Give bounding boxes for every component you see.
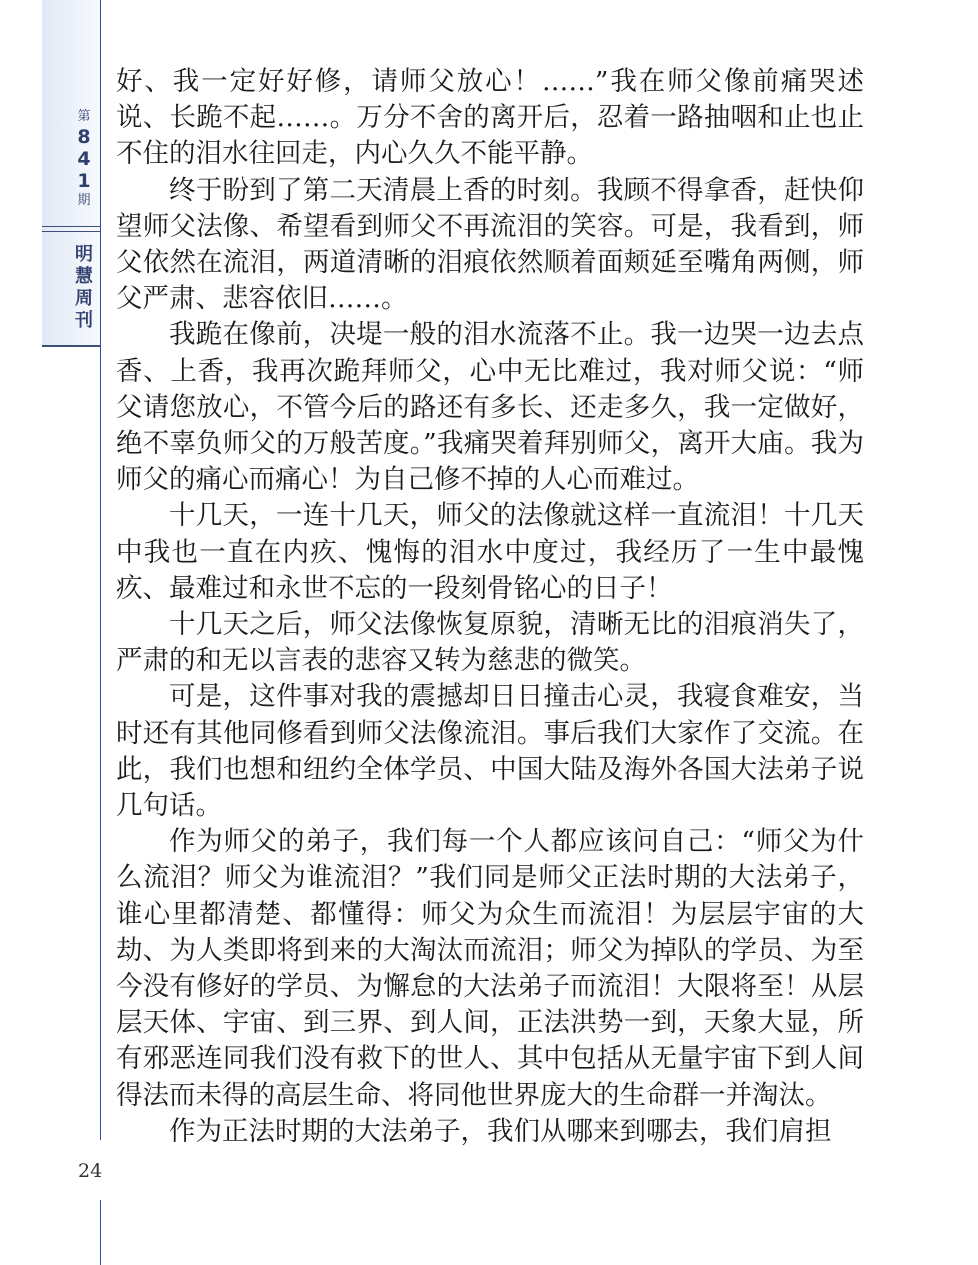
publication-char: 刊: [75, 310, 93, 331]
paragraph: 作为正法时期的大法弟子，我们从哪来到哪去，我们肩担: [169, 1115, 832, 1147]
issue-digit: 8: [77, 126, 91, 148]
publication-char: 明: [75, 244, 93, 265]
margin-rule: [100, 0, 101, 1140]
article-body: [116, 64, 864, 1150]
issue-digit: 1: [77, 170, 91, 192]
sidebar-divider: [42, 226, 100, 227]
margin-rule: [100, 1200, 101, 1265]
issue-prefix: 第: [77, 109, 91, 124]
publication-name: [66, 244, 102, 332]
paragraph: 我跪在像前，决堤一般的泪水流落不止。我一边哭一边去点香、上香，我再次跪拜师父，心中无比难过，我对师父说：“师父请您放心，不管今后的路还有多长、还走多久，我一定做好，绝不辜负师父的万般苦度。”我痛哭着拜别师父，离开大庙。我为师父的痛心而痛心！为自己修不掉的人心而难过。: [116, 319, 864, 496]
paragraph: 可是，这件事对我的震撼却日日撞击心灵，我寝食难安，当时还有其他同修看到师父法像流泪。事后我们大家作了交流。在此，我们也想和纽约全体学员、中国大陆及海外各国大法弟子说几句话。: [116, 681, 864, 822]
paragraph: 十几天，一连十几天，师父的法像就这样一直流泪！十几天中我也一直在内疚、愧悔的泪水中度过，我经历了一生中最愧疚、最难过和永世不忘的一段刻骨铭心的日子！: [116, 500, 864, 604]
paragraph: 好、我一定好好修，请师父放心！……”我在师父像前痛哭述说、长跪不起……。万分不舍的离开后，忍着一路抽咽和止也止不住的泪水往回走，内心久久不能平静。: [116, 66, 864, 170]
issue-digit: 4: [77, 148, 91, 170]
issue-number: [66, 108, 102, 210]
page-number: 24: [78, 1160, 103, 1182]
publication-char: 慧: [75, 266, 93, 287]
sidebar: [0, 0, 103, 1265]
sidebar-divider: [42, 231, 100, 232]
issue-suffix: 期: [77, 193, 91, 208]
publication-char: 周: [75, 288, 93, 309]
paragraph: 十几天之后，师父法像恢复原貌，清晰无比的泪痕消失了，严肃的和无以言表的悲容又转为慈悲的微笑。: [116, 609, 864, 677]
sidebar-divider: [42, 345, 100, 347]
paragraph: 作为师父的弟子，我们每一个人都应该问自己：“师父为什么流泪？师父为谁流泪？”我们同是师父正法时期的大法弟子，谁心里都清楚、都懂得：师父为众生而流泪！为层层宇宙的大劫、为人类即将到来的大淘汰而流泪；师父为掉队的学员、为至今没有修好的学员、为懈怠的大法弟子而流泪！大限将至！从层层天体、宇宙、到三界、到人间，正法洪势一到，天象大显，所有邪恶连同我们没有救下的世人、其中包括从无量宇宙下到人间得法而未得的高层生命、将同他世界庞大的生命群一并淘汰。: [116, 826, 864, 1111]
paragraph: 终于盼到了第二天清晨上香的时刻。我顾不得拿香，赶快仰望师父法像、希望看到师父不再流泪的笑容。可是，我看到，师父依然在流泪，两道清晰的泪痕依然顺着面颊延至嘴角两侧，师父严肃、悲容依旧……。: [116, 174, 864, 315]
